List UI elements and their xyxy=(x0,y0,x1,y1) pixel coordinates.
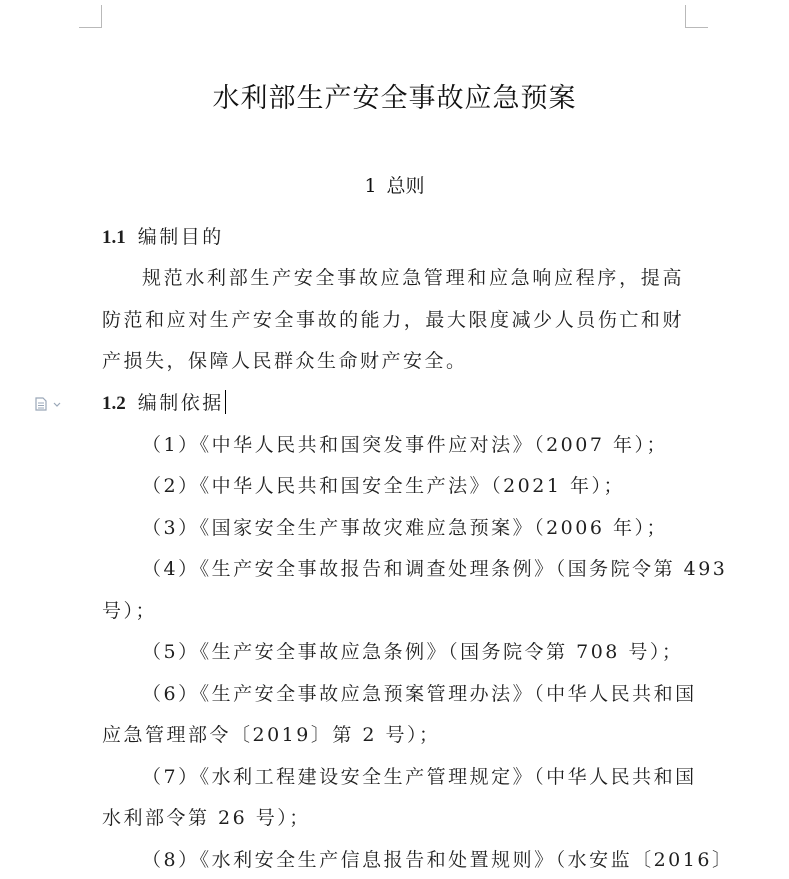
list-item: （6）《生产安全事故应急预案管理办法》（中华人民共和国 xyxy=(142,683,697,705)
chapter-title: 总则 xyxy=(386,175,425,197)
document-options-icon[interactable] xyxy=(35,397,63,411)
section-number: 1.2 xyxy=(102,393,126,414)
chapter-heading xyxy=(0,171,789,198)
list-item-continuation: 号）； xyxy=(102,600,158,622)
crop-mark-top-right xyxy=(685,5,708,28)
section-title: 编制目的 xyxy=(137,226,224,248)
text-cursor xyxy=(225,390,226,414)
list-item: （5）《生产安全事故应急条例》（国务院令第 708 号）； xyxy=(142,641,684,663)
list-item: （3）《国家安全生产事故灾难应急预案》（2006 年）； xyxy=(142,517,668,539)
list-item: （4）《生产安全事故报告和调查处理条例》（国务院令第 493 xyxy=(142,558,728,580)
paragraph-line: 产损失，保障人民群众生命财产安全。 xyxy=(102,350,468,372)
paragraph-line: 防范和应对生产安全事故的能力，最大限度减少人员伤亡和财 xyxy=(102,309,684,331)
section-number: 1.1 xyxy=(102,227,126,248)
paragraph-line: 规范水利部生产安全事故应急管理和应急响应程序，提高 xyxy=(142,267,684,289)
section-title: 编制依据 xyxy=(137,392,224,414)
list-item-continuation: 水利部令第 26 号）； xyxy=(102,807,311,829)
section-heading-1-1 xyxy=(102,222,224,249)
list-item: （2）《中华人民共和国安全生产法》（2021 年）； xyxy=(142,475,625,497)
list-item: （8）《水利安全生产信息报告和处置规则》（水安监〔2016〕 xyxy=(142,849,734,871)
list-item: （7）《水利工程建设安全生产管理规定》（中华人民共和国 xyxy=(142,766,697,788)
document-title: 水利部生产安全事故应急预案 xyxy=(212,83,577,114)
crop-mark-top-left xyxy=(79,5,102,28)
section-heading-1-2 xyxy=(102,388,226,415)
list-item-continuation: 应急管理部令〔2019〕第 2 号）； xyxy=(102,724,441,746)
list-item: （1）《中华人民共和国突发事件应对法》（2007 年）； xyxy=(142,434,668,456)
chapter-number: 1 xyxy=(364,175,377,197)
